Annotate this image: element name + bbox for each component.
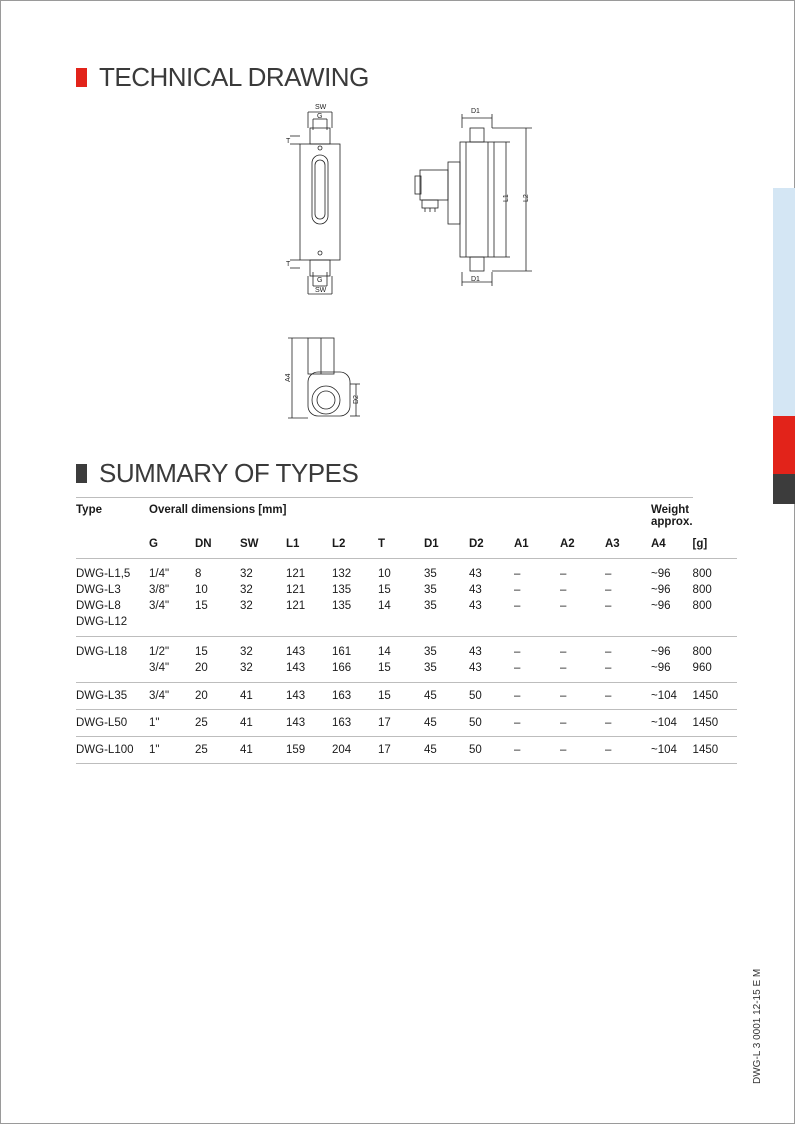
- value-cell: –: [514, 584, 521, 596]
- type-cell: DWG-L18: [76, 646, 128, 658]
- column-header: D2: [469, 538, 514, 559]
- bottom-view-drawing: [288, 338, 360, 418]
- column-header: L2: [332, 538, 378, 559]
- value-cell: 3/4": [149, 600, 170, 612]
- value-cell: 3/8": [149, 584, 170, 596]
- label-l1: L1: [503, 194, 510, 202]
- table-header-row: [76, 498, 737, 539]
- column-header: SW: [240, 538, 286, 559]
- value-cell: –: [514, 646, 521, 658]
- value-cell: [514, 614, 560, 637]
- value-cell: 15: [195, 646, 208, 658]
- value-cell: 121: [286, 584, 306, 596]
- type-cell: DWG-L50: [76, 710, 149, 737]
- value-cell: –: [514, 568, 521, 580]
- value-cell: 41: [240, 710, 286, 737]
- value-cell: 17: [378, 737, 424, 764]
- value-cell: 14: [378, 646, 391, 658]
- value-cell: 45: [424, 710, 469, 737]
- type-header: Type: [76, 498, 149, 539]
- value-cell: ~104: [651, 737, 693, 764]
- value-cell: –: [560, 660, 605, 683]
- value-cell: 10: [195, 584, 208, 596]
- value-cell: 800: [692, 646, 712, 658]
- value-cell: 20: [195, 660, 240, 683]
- value-cell: [195, 614, 240, 637]
- column-header: DN: [195, 538, 240, 559]
- value-cell: –: [605, 683, 651, 710]
- value-cell: –: [605, 737, 651, 764]
- value-cell: ~96: [651, 600, 671, 612]
- value-cell: –: [605, 568, 612, 580]
- table-row: [76, 582, 737, 598]
- value-cell: –: [514, 683, 560, 710]
- column-header: [g]: [693, 538, 737, 559]
- column-header: D1: [424, 538, 469, 559]
- value-cell: –: [560, 600, 567, 612]
- value-cell: 204: [332, 737, 378, 764]
- value-cell: 35: [424, 568, 437, 580]
- value-cell: 45: [424, 737, 469, 764]
- column-header: T: [378, 538, 424, 559]
- type-cell: DWG-L3: [76, 584, 121, 596]
- value-cell: 8: [195, 568, 202, 580]
- value-cell: ~96: [651, 660, 693, 683]
- summary-of-types-heading: [76, 458, 358, 489]
- value-cell: 1": [149, 737, 195, 764]
- summary-of-types-title: SUMMARY OF TYPES: [99, 458, 359, 488]
- value-cell: [651, 614, 693, 637]
- value-cell: 3/4": [149, 683, 195, 710]
- value-cell: 35: [424, 584, 437, 596]
- value-cell: 15: [195, 600, 208, 612]
- value-cell: 15: [378, 660, 424, 683]
- value-cell: –: [560, 710, 605, 737]
- value-cell: 32: [240, 600, 253, 612]
- value-cell: 1450: [693, 710, 737, 737]
- value-cell: –: [605, 646, 612, 658]
- label-sw-top: SW: [315, 104, 327, 111]
- label-d1-top: D1: [471, 108, 480, 115]
- type-cell: DWG-L12: [76, 614, 149, 637]
- value-cell: 15: [378, 584, 391, 596]
- value-cell: 163: [332, 683, 378, 710]
- heading-marker-red: [76, 68, 87, 87]
- value-cell: [240, 614, 286, 637]
- side-tab-dark: [773, 474, 795, 504]
- value-cell: 960: [693, 660, 737, 683]
- value-cell: ~104: [651, 710, 693, 737]
- column-header: G: [149, 538, 195, 559]
- value-cell: 41: [240, 683, 286, 710]
- label-a4: A4: [285, 373, 292, 382]
- value-cell: 159: [286, 737, 332, 764]
- label-g-bottom: G: [317, 277, 323, 284]
- value-cell: –: [560, 683, 605, 710]
- value-cell: 14: [378, 600, 391, 612]
- value-cell: ~96: [651, 646, 671, 658]
- label-g-top: G: [317, 113, 323, 120]
- type-cell: DWG-L8: [76, 600, 121, 612]
- value-cell: 15: [378, 683, 424, 710]
- value-cell: 25: [195, 710, 240, 737]
- value-cell: 800: [692, 568, 712, 580]
- overall-dimensions-header: Overall dimensions [mm]: [149, 498, 651, 539]
- value-cell: 121: [286, 568, 306, 580]
- table-row: [76, 710, 737, 737]
- column-header-blank: [76, 538, 149, 559]
- value-cell: 161: [332, 646, 352, 658]
- value-cell: [149, 614, 195, 637]
- value-cell: 121: [286, 600, 306, 612]
- value-cell: 1": [149, 710, 195, 737]
- value-cell: 20: [195, 683, 240, 710]
- column-header: A4: [651, 538, 693, 559]
- value-cell: 1450: [693, 683, 737, 710]
- value-cell: –: [514, 600, 521, 612]
- heading-marker-dark: [76, 464, 87, 483]
- value-cell: 143: [286, 646, 306, 658]
- value-cell: 132: [332, 568, 352, 580]
- column-header: A2: [560, 538, 605, 559]
- value-cell: 3/4": [149, 660, 195, 683]
- weight-header: Weight approx.: [651, 498, 693, 539]
- value-cell: –: [560, 568, 567, 580]
- value-cell: 32: [240, 646, 253, 658]
- value-cell: –: [560, 646, 567, 658]
- type-cell: DWG-L1,5: [76, 568, 131, 580]
- label-sw-bottom: SW: [315, 287, 327, 294]
- value-cell: 1/2": [149, 646, 170, 658]
- label-l2: L2: [523, 194, 530, 202]
- value-cell: 41: [240, 737, 286, 764]
- value-cell: 25: [195, 737, 240, 764]
- value-cell: 43: [469, 646, 482, 658]
- technical-drawing-title: TECHNICAL DRAWING: [99, 62, 369, 92]
- value-cell: –: [560, 737, 605, 764]
- table-row: [76, 637, 737, 661]
- label-t-top: T: [286, 138, 291, 145]
- value-cell: [378, 614, 424, 637]
- value-cell: 1/4": [149, 568, 170, 580]
- document-code: DWG-L 3 0001 12-15 E M: [752, 968, 763, 1084]
- value-cell: 50: [469, 710, 514, 737]
- value-cell: 43: [469, 584, 482, 596]
- side-tab-blue: [773, 188, 795, 416]
- side-view-drawing: [415, 114, 532, 286]
- value-cell: 50: [469, 683, 514, 710]
- technical-drawings: [270, 100, 540, 430]
- value-cell: 143: [286, 710, 332, 737]
- front-view-drawing: [290, 112, 340, 294]
- value-cell: ~96: [651, 568, 671, 580]
- value-cell: 1450: [693, 737, 737, 764]
- table-row: [76, 737, 737, 764]
- value-cell: 166: [332, 660, 378, 683]
- value-cell: –: [605, 660, 651, 683]
- label-t-bottom: T: [286, 261, 291, 268]
- value-cell: 143: [286, 660, 332, 683]
- value-cell: ~96: [651, 584, 671, 596]
- value-cell: [332, 614, 378, 637]
- value-cell: 50: [469, 737, 514, 764]
- value-cell: 143: [286, 683, 332, 710]
- value-cell: 17: [378, 710, 424, 737]
- type-cell: [76, 660, 149, 683]
- value-cell: –: [560, 584, 567, 596]
- column-header: L1: [286, 538, 332, 559]
- table-row: [76, 598, 737, 614]
- value-cell: –: [514, 737, 560, 764]
- value-cell: –: [605, 600, 612, 612]
- value-cell: 32: [240, 584, 253, 596]
- side-tab-red: [773, 416, 795, 474]
- value-cell: –: [605, 710, 651, 737]
- table-row: [76, 660, 737, 683]
- value-cell: [693, 614, 737, 637]
- value-cell: 32: [240, 568, 253, 580]
- value-cell: –: [605, 584, 612, 596]
- value-cell: 45: [424, 683, 469, 710]
- value-cell: 35: [424, 600, 437, 612]
- technical-drawing-heading: [76, 62, 369, 93]
- value-cell: [286, 614, 332, 637]
- type-cell: DWG-L100: [76, 737, 149, 764]
- column-header: A1: [514, 538, 560, 559]
- value-cell: 43: [469, 660, 514, 683]
- table-row: [76, 683, 737, 710]
- value-cell: 35: [424, 646, 437, 658]
- value-cell: [469, 614, 514, 637]
- label-d2: D2: [353, 395, 360, 404]
- table-row: [76, 559, 737, 583]
- value-cell: ~104: [651, 683, 693, 710]
- value-cell: 800: [692, 584, 712, 596]
- value-cell: 163: [332, 710, 378, 737]
- column-header: A3: [605, 538, 651, 559]
- value-cell: 10: [378, 568, 391, 580]
- value-cell: –: [514, 660, 560, 683]
- value-cell: [424, 614, 469, 637]
- label-d1-bottom: D1: [471, 276, 480, 283]
- table-column-row: [76, 538, 737, 559]
- value-cell: 800: [692, 600, 712, 612]
- value-cell: 43: [469, 600, 482, 612]
- value-cell: 135: [332, 600, 352, 612]
- value-cell: [560, 614, 605, 637]
- value-cell: 32: [240, 660, 286, 683]
- table-body: [76, 559, 737, 764]
- value-cell: 35: [424, 660, 469, 683]
- value-cell: 135: [332, 584, 352, 596]
- value-cell: [605, 614, 651, 637]
- type-cell: DWG-L35: [76, 683, 149, 710]
- value-cell: 43: [469, 568, 482, 580]
- value-cell: –: [514, 710, 560, 737]
- summary-table: [76, 497, 737, 764]
- table-row: [76, 614, 737, 637]
